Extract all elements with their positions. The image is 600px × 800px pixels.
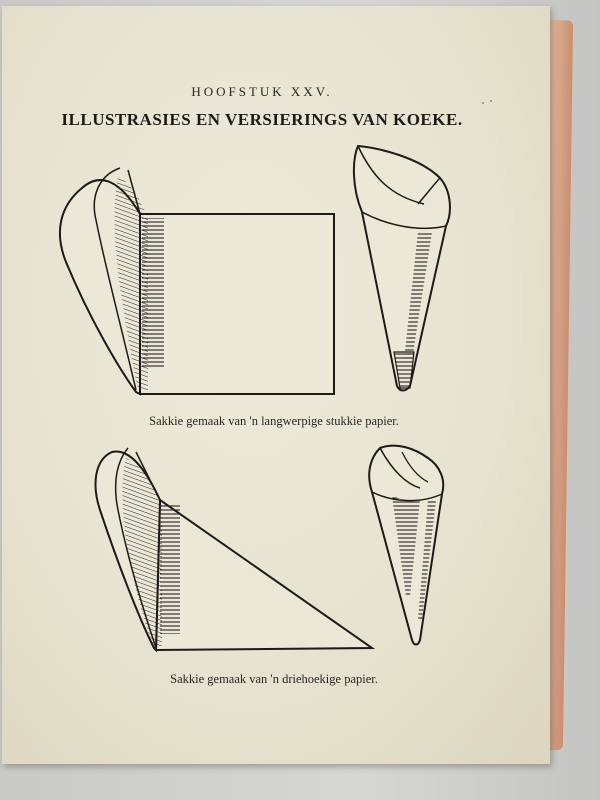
cone-bag-illustration-top	[354, 146, 450, 391]
paper-speck	[490, 100, 492, 102]
chapter-heading: HOOFSTUK XXV.	[191, 84, 333, 99]
page-title: ILLUSTRASIES EN VERSIERINGS VAN KOEKE.	[61, 110, 463, 129]
caption-triangular: Sakkie gemaak van 'n driehoekige papier.	[170, 672, 378, 686]
paper-speck	[482, 102, 484, 104]
rectangular-paper-fold-illustration	[60, 168, 334, 394]
triangular-paper-fold-illustration	[96, 448, 372, 650]
cone-bag-illustration-bottom	[369, 446, 443, 645]
caption-rectangular: Sakkie gemaak van 'n langwerpige stukkie papier.	[149, 414, 399, 428]
